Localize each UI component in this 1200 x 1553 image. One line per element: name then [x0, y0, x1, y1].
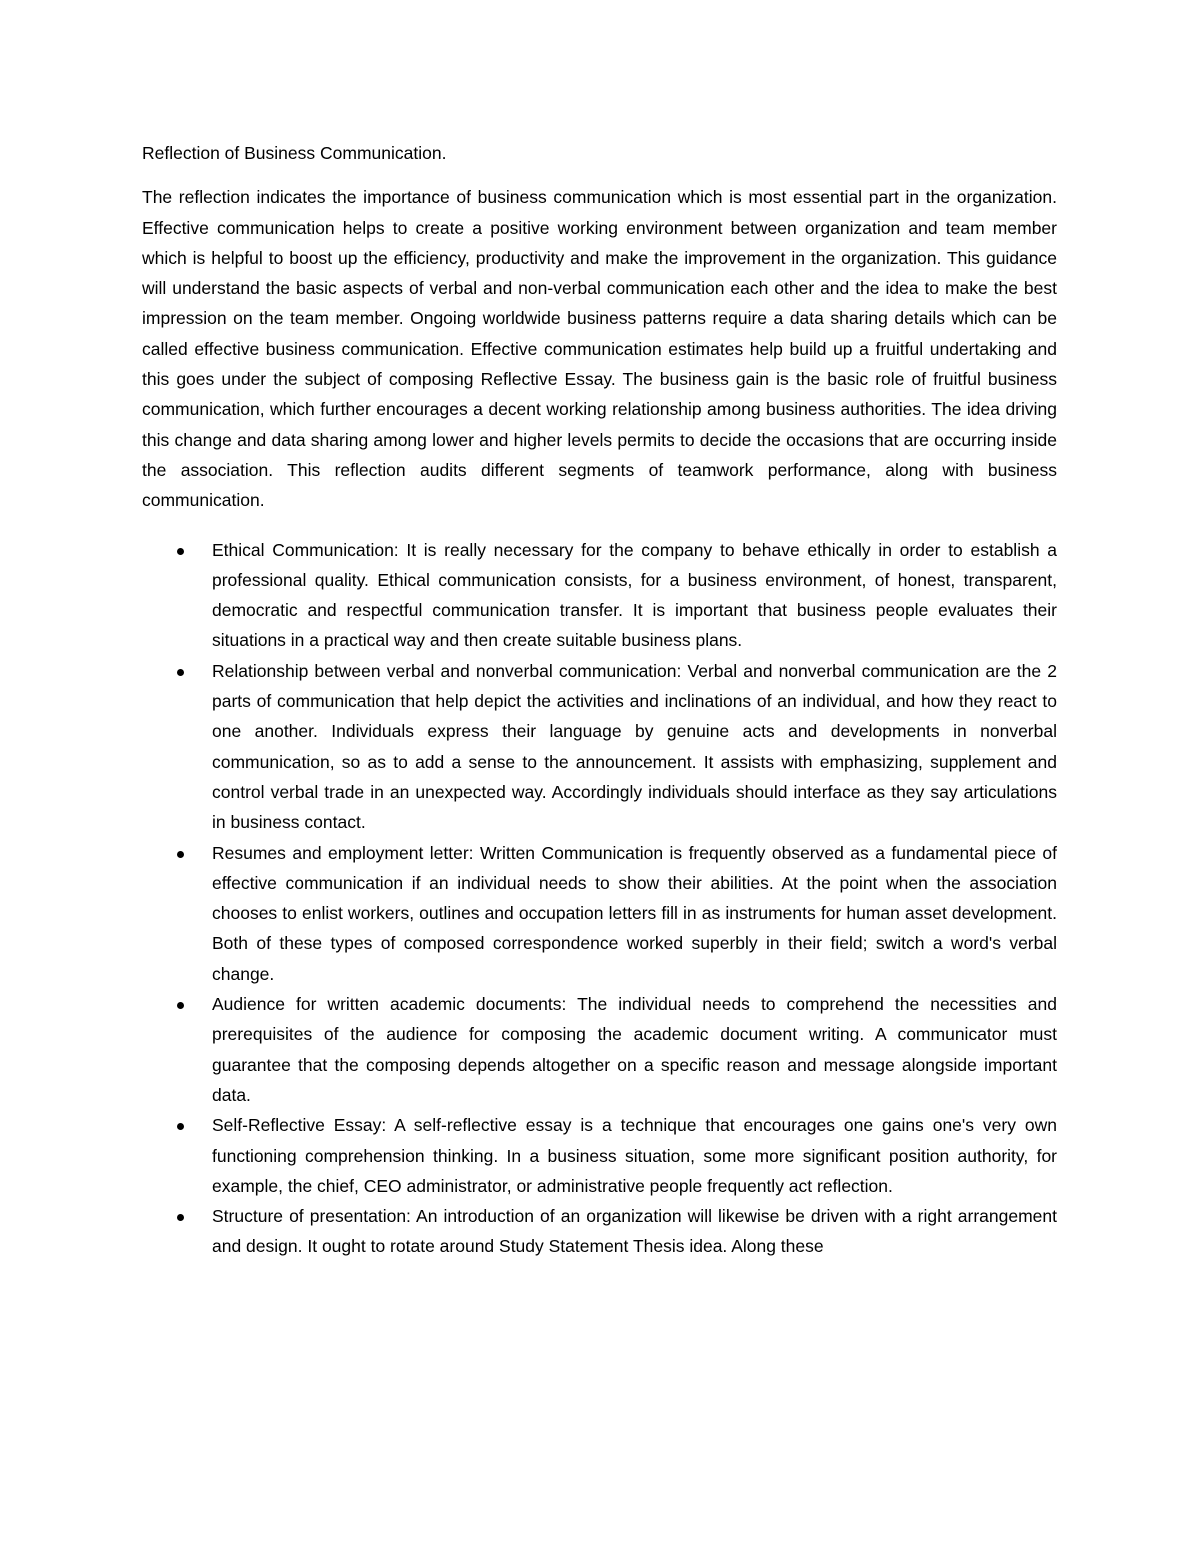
bullet-list [142, 535, 1057, 1262]
bullet-icon [177, 851, 184, 858]
list-item-text: Structure of presentation: An introduction of an organization will likewise be driven with a right arrangement and design. It ought to rotate around Study Statement Thesis idea. Along these [212, 1206, 1057, 1257]
list-item [142, 1201, 1057, 1262]
list-item-text: Resumes and employment letter: Written Communication is frequently observed as a fundamental piece of effective communication if an individual needs to show their abilities. At the point when the association chooses to enlist workers, outlines and occupation letters fill in as instruments for human asset development. Both of these types of composed correspondence worked superbly in their field; switch a word's verbal change. [212, 842, 1057, 984]
bullet-icon [177, 669, 184, 676]
bullet-icon [177, 548, 184, 555]
list-item [142, 838, 1057, 989]
list-item [142, 1110, 1057, 1201]
bullet-icon [177, 1002, 184, 1009]
list-item [142, 535, 1057, 656]
list-item-text: Relationship between verbal and nonverbal communication: Verbal and nonverbal communication are the 2 parts of communication that help depict the activities and inclinations of an individual, and how they react to one another. Individuals express their language by genuine acts and developments in nonverbal communication, so as to add a sense to the announcement. It assists with emphasizing, supplement and control verbal trade in an unexpected way. Accordingly individuals should interface as they say articulations in business contact. [212, 660, 1057, 833]
list-item-text: Ethical Communication: It is really necessary for the company to behave ethically in order to establish a professional quality. Ethical communication consists, for a business environment, of honest, transparent, democratic and respectful communication transfer. It is important that business people evaluates their situations in a practical way and then create suitable business plans. [212, 539, 1057, 651]
list-item-text: Self-Reflective Essay: A self-reflective essay is a technique that encourages one gains one's very own functioning comprehension thinking. In a business situation, some more significant position authority, for example, the chief, CEO administrator, or administrative people frequently act reflection. [212, 1115, 1057, 1196]
list-item [142, 656, 1057, 838]
intro-paragraph: The reflection indicates the importance of business communication which is most essential part in the organization. Effective communication helps to create a positive working environment between organization and team member which is helpful to boost up the efficiency, productivity and make the improvement in the organization. This guidance will understand the basic aspects of verbal and non-verbal communication each other and the idea to make the best impression on the team member. Ongoing worldwide business patterns require a data sharing details which can be called effective business communication. Effective communication estimates help build up a fruitful undertaking and this goes under the subject of composing Reflective Essay. The business gain is the basic role of fruitful business communication, which further encourages a decent working relationship among business authorities. The idea driving this change and data sharing among lower and higher levels permits to decide the occasions that are occurring inside the association. This reflection audits different segments of teamwork performance, along with business communication. [142, 187, 1057, 511]
list-item-text: Audience for written academic documents: The individual needs to comprehend the necessities and prerequisites of the audience for composing the academic document writing. A communicator must guarantee that the composing depends altogether on a specific reason and message alongside important data. [212, 994, 1057, 1105]
document-page [142, 138, 1057, 1262]
list-item [142, 989, 1057, 1110]
bullet-icon [177, 1214, 184, 1221]
document-title: Reflection of Business Communication. [142, 143, 447, 163]
bullet-icon [177, 1123, 184, 1130]
